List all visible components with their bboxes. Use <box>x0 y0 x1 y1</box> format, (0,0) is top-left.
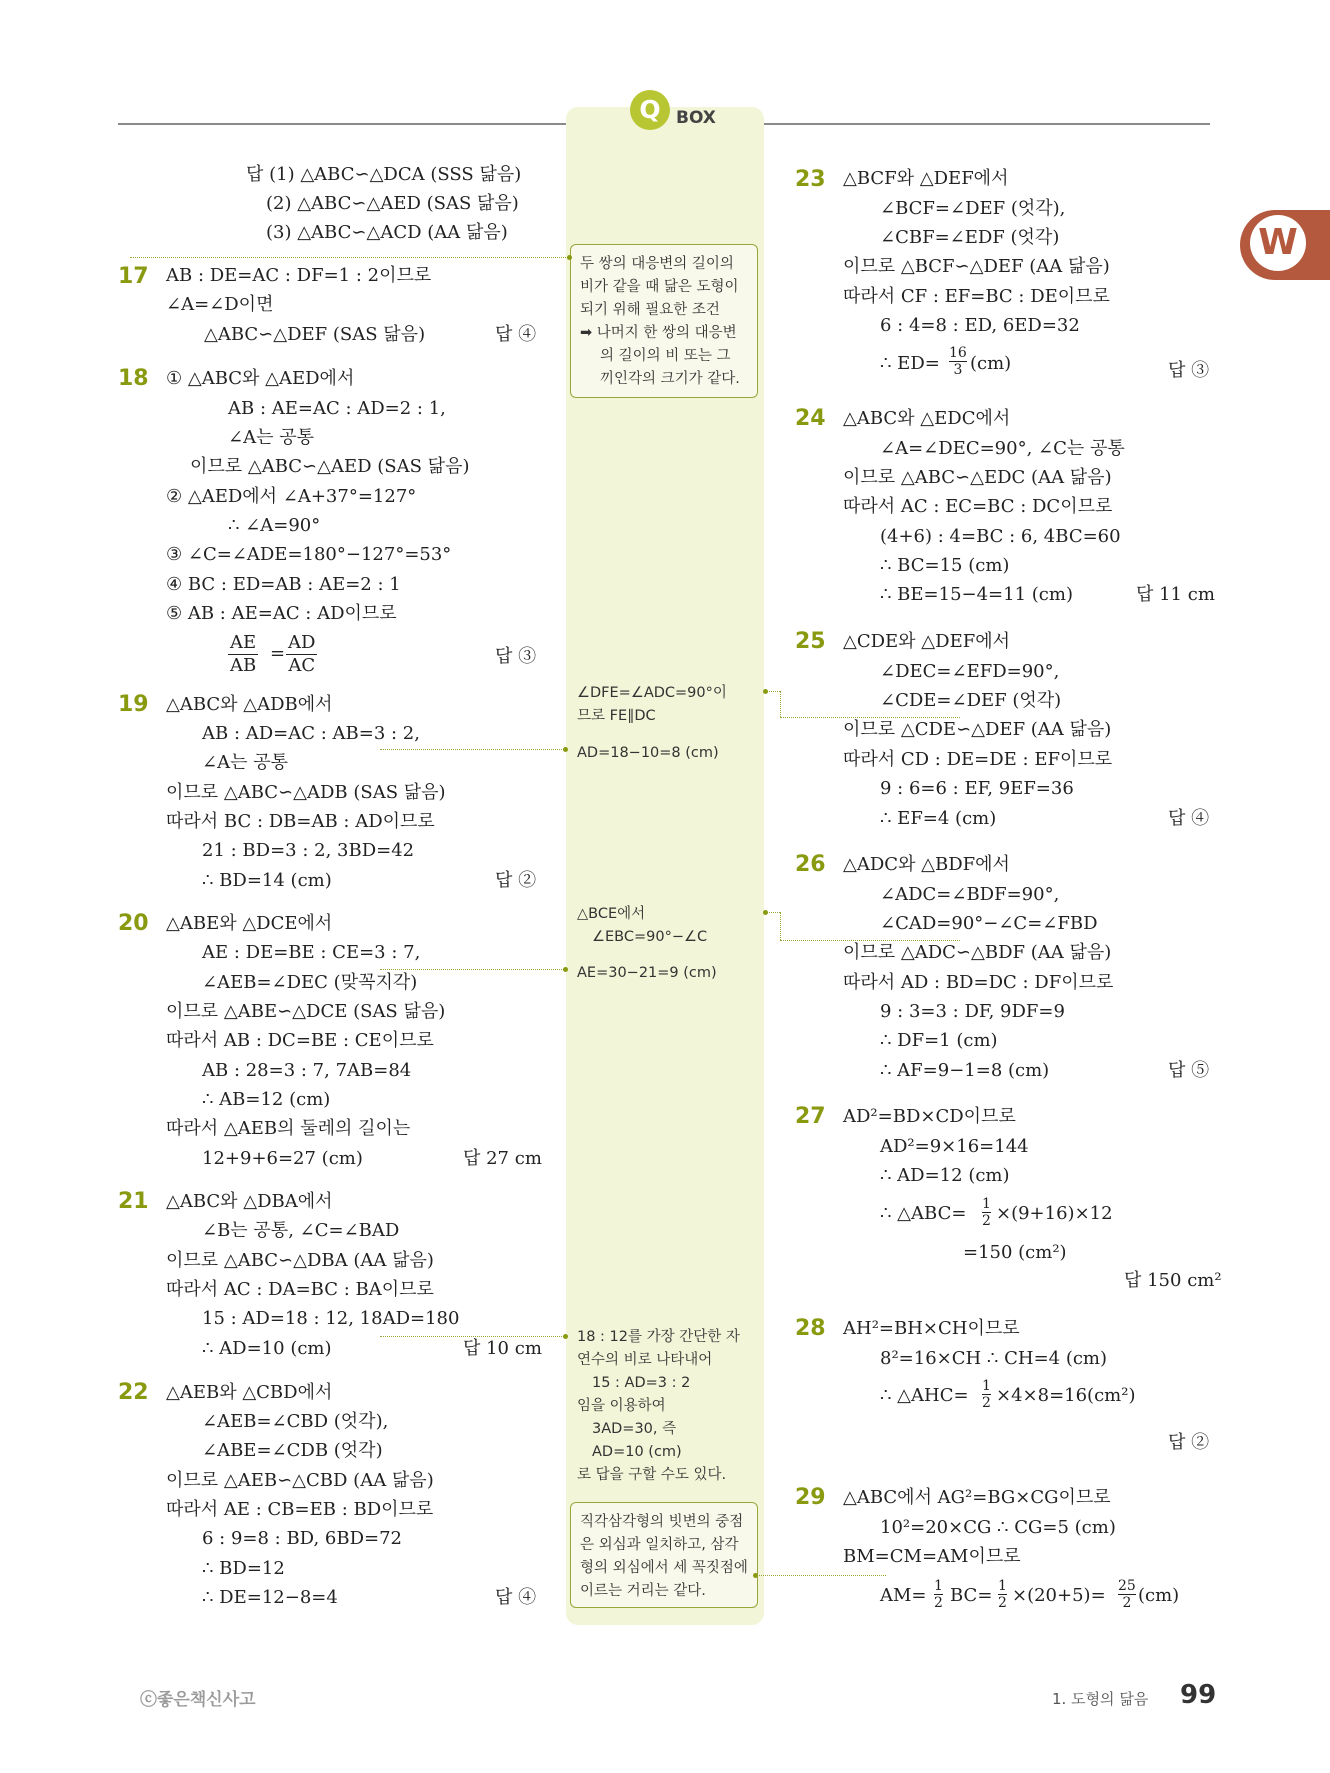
solution-line: AH²=BH×CH이므로 <box>843 1318 1020 1339</box>
solution-line: △ABC에서 AG²=BG×CG이므로 <box>843 1487 1111 1508</box>
answer-mark: 답 11 cm <box>1136 584 1215 605</box>
solution-line: (4+6) : 4=BC : 6, 4BC=60 <box>880 526 1121 547</box>
solution-line: 6 : 4=8 : ED, 6ED=32 <box>880 315 1080 336</box>
problem-number: 25 <box>795 629 826 654</box>
page-number: 99 <box>1180 1680 1217 1710</box>
problem-number: 24 <box>795 406 826 431</box>
solution-line: ∠BCF=∠DEF (엇각), <box>880 198 1066 219</box>
solution-line: △CDE와 △DEF에서 <box>843 631 1010 652</box>
solution-line: AB : AE=AC : AD=2 : 1, <box>228 398 446 419</box>
am-sum: ×(20+5)= <box>1012 1585 1106 1606</box>
qbox-label: BOX <box>676 108 716 128</box>
solution-line: △ABC와 △DBA에서 <box>166 1191 333 1212</box>
leader-dot <box>563 967 568 972</box>
solution-line: AB : 28=3 : 7, 7AB=84 <box>202 1060 412 1081</box>
solution-line: ∴ DF=1 (cm) <box>880 1030 998 1051</box>
solution-line: ∴ BE=15−4=11 (cm) <box>880 584 1073 605</box>
leader-dot <box>753 1573 758 1578</box>
chapter-label: 1. 도형의 닮음 <box>1052 1690 1149 1708</box>
fraction-1-2: $\frac{1}{2}$ <box>934 1578 943 1611</box>
solution-line: 답 (1) △ABC∽△DCA (SSS 닮음) <box>246 164 522 185</box>
leader-line-17 <box>130 257 570 258</box>
qbox-note-line: 두 쌍의 대응변의 길이의 <box>580 256 734 272</box>
problem-number: 26 <box>795 852 826 877</box>
side-tab-w-icon: W <box>1250 215 1306 271</box>
leader-line-25 <box>780 691 781 717</box>
leader-dot <box>763 910 768 915</box>
solution-line: ∴ BD=14 (cm) <box>202 870 332 891</box>
abc-area-prefix: ∴ △ABC= <box>880 1203 967 1224</box>
qbox-note-line: ➡ 나머지 한 쌍의 대응변 <box>580 325 737 341</box>
solution-line: 21 : BD=3 : 2, 3BD=42 <box>202 840 415 861</box>
fraction-1-2: $\frac{1}{2}$ <box>982 1196 991 1229</box>
solution-line: AB : AD=AC : AB=3 : 2, <box>202 723 420 744</box>
leader-dot <box>763 689 768 694</box>
qbox-note-line: △BCE에서 <box>577 906 646 922</box>
abc-area-suffix: ×(9+16)×12 <box>996 1203 1113 1224</box>
qbox-note-line: 이르는 거리는 같다. <box>580 1583 706 1599</box>
leader-line-25 <box>766 691 780 692</box>
solution-line: (3) △ABC∽△ACD (AA 닮음) <box>266 222 508 243</box>
solution-line: AB : DE=AC : DF=1 : 2이므로 <box>166 265 432 286</box>
ahc-area-suffix: ×4×8=16(cm²) <box>996 1385 1136 1406</box>
solution-line: 이므로 △BCF∽△DEF (AA 닮음) <box>843 256 1110 277</box>
solution-line: 이므로 △AEB∽△CBD (AA 닮음) <box>166 1470 434 1491</box>
solution-line: 12+9+6=27 (cm) <box>202 1148 363 1169</box>
solution-line: 따라서 AC : EC=BC : DC이므로 <box>843 496 1113 517</box>
solution-line: 따라서 △AEB의 둘레의 길이는 <box>166 1118 411 1139</box>
solution-line: ∠A는 공통 <box>202 752 288 773</box>
solution-line: ∠ABE=∠CDB (엇각) <box>202 1440 383 1461</box>
problem-number: 20 <box>118 911 149 936</box>
answer-mark: 답 ⑤ <box>1168 1060 1210 1081</box>
solution-line: ∴ AD=12 (cm) <box>880 1165 1010 1186</box>
answer-mark: 답 ④ <box>495 1587 537 1608</box>
solution-line: 따라서 CD : DE=DE : EF이므로 <box>843 749 1113 770</box>
solution-line: ③ ∠C=∠ADE=180°−127°=53° <box>166 544 452 565</box>
solution-line: △BCF와 △DEF에서 <box>843 168 1009 189</box>
solution-line: ∠B는 공통, ∠C=∠BAD <box>202 1220 400 1241</box>
solution-line: ∴ AF=9−1=8 (cm) <box>880 1060 1050 1081</box>
problem-number: 28 <box>795 1316 826 1341</box>
leader-line-26 <box>780 912 781 940</box>
solution-line: △ABE와 △DCE에서 <box>166 913 333 934</box>
solution-line: AD²=9×16=144 <box>880 1136 1029 1157</box>
solution-line: ∠ADC=∠BDF=90°, <box>880 884 1060 905</box>
solution-line: =150 (cm²) <box>963 1242 1067 1263</box>
qbox-note-line: 비가 같을 때 닮은 도형이 <box>580 279 739 295</box>
solution-line: ② △AED에서 ∠A+37°=127° <box>166 486 417 507</box>
qbox-note-line: AE=30−21=9 (cm) <box>577 965 717 981</box>
qbox-note-line: 로 답을 구할 수도 있다. <box>577 1467 727 1483</box>
solution-line: ④ BC : ED=AB : AE=2 : 1 <box>166 574 401 595</box>
am-bc: BC= <box>950 1585 993 1606</box>
fraction-1-2: $\frac{1}{2}$ <box>998 1578 1007 1611</box>
solution-line: ⑤ AB : AE=AC : AD이므로 <box>166 603 397 624</box>
solution-line: 이므로 △CDE∽△DEF (AA 닮음) <box>843 719 1112 740</box>
qbox-note-line: 끼인각의 크기가 같다. <box>600 371 740 387</box>
solution-line: ∠A=∠D이면 <box>166 294 274 315</box>
qbox-note-line: 임을 이용하여 <box>577 1398 666 1414</box>
ed-result-prefix: ∴ ED= <box>880 353 940 374</box>
fraction-ad-ac: $\frac{AD}{AC}$ <box>288 632 316 676</box>
answer-mark: 답 10 cm <box>463 1338 542 1359</box>
answer-mark: 답 ④ <box>1168 808 1210 829</box>
qbox-note-line: 의 길이의 비 또는 그 <box>600 348 731 364</box>
solution-line: 따라서 AC : DA=BC : BA이므로 <box>166 1279 434 1300</box>
leader-line-29 <box>756 1575 886 1576</box>
solution-line: 따라서 AD : BD=DC : DF이므로 <box>843 972 1114 993</box>
solution-line: 9 : 3=3 : DF, 9DF=9 <box>880 1001 1065 1022</box>
qbox-note-line: 연수의 비로 나타내어 <box>577 1352 713 1368</box>
solution-line: AE : DE=BE : CE=3 : 7, <box>202 942 421 963</box>
solution-line: ∠CDE=∠DEF (엇각) <box>880 690 1062 711</box>
qbox-note-line: 3AD=30, 즉 <box>592 1421 677 1437</box>
answer-mark: 답 150 cm² <box>1124 1270 1222 1291</box>
solution-line: ① △ABC와 △AED에서 <box>166 368 355 389</box>
fraction-16-3: $\frac{16}{3}$ <box>949 345 967 378</box>
ahc-area-prefix: ∴ △AHC= <box>880 1385 969 1406</box>
am-prefix: AM= <box>880 1585 927 1606</box>
leader-line-19 <box>380 749 566 750</box>
solution-line: 따라서 AE : CB=EB : BD이므로 <box>166 1499 434 1520</box>
solution-line: ∴ BD=12 <box>202 1558 285 1579</box>
qbox-note-line: ∠EBC=90°−∠C <box>592 929 708 945</box>
solution-line: 9 : 6=6 : EF, 9EF=36 <box>880 778 1074 799</box>
solution-line: 이므로 △ABC∽△EDC (AA 닮음) <box>843 467 1112 488</box>
solution-line: 이므로 △ABE∽△DCE (SAS 닮음) <box>166 1001 446 1022</box>
qbox-note-line: 15 : AD=3 : 2 <box>592 1375 691 1391</box>
solution-line: ∠CBF=∠EDF (엇각) <box>880 227 1060 248</box>
problem-number: 18 <box>118 366 149 391</box>
fraction-equals: = <box>270 643 286 664</box>
am-suffix: (cm) <box>1138 1585 1180 1606</box>
publisher-mark: ⓒ좋은책신사고 <box>140 1690 256 1710</box>
solution-line: 15 : AD=18 : 12, 18AD=180 <box>202 1308 460 1329</box>
leader-dot <box>563 747 568 752</box>
answer-mark: 답 ③ <box>1168 360 1210 381</box>
solution-line: ∴ ∠A=90° <box>228 515 321 536</box>
qbox-note-line: AD=18−10=8 (cm) <box>577 745 719 761</box>
solution-line: △ABC와 △EDC에서 <box>843 408 1011 429</box>
solution-line: ∠AEB=∠CBD (엇각), <box>202 1411 389 1432</box>
leader-dot <box>567 255 572 260</box>
solution-line: △ABC∽△DEF (SAS 닮음) <box>204 324 426 345</box>
qbox-note-line: ∠DFE=∠ADC=90°이 <box>577 685 727 701</box>
fraction-25-2: $\frac{25}{2}$ <box>1118 1578 1136 1611</box>
solution-line: ∠A=∠DEC=90°, ∠C는 공통 <box>880 438 1125 459</box>
solution-line: 이므로 △ABC∽△AED (SAS 닮음) <box>190 456 470 477</box>
solution-line: 이므로 △ABC∽△DBA (AA 닮음) <box>166 1250 434 1271</box>
problem-number: 21 <box>118 1189 149 1214</box>
solution-line: △ABC와 △ADB에서 <box>166 694 333 715</box>
solution-line: ∠CAD=90°−∠C=∠FBD <box>880 913 1098 934</box>
solution-line: BM=CM=AM이므로 <box>843 1546 1021 1567</box>
solution-line: △AEB와 △CBD에서 <box>166 1382 333 1403</box>
solution-line: 8²=16×CH ∴ CH=4 (cm) <box>880 1348 1108 1369</box>
solution-line: ∠A는 공통 <box>228 427 314 448</box>
solution-line: ∠DEC=∠EFD=90°, <box>880 661 1060 682</box>
qbox-note-line: 은 외심과 일치하고, 삼각 <box>580 1537 739 1553</box>
solution-line: 따라서 CF : EF=BC : DE이므로 <box>843 286 1110 307</box>
problem-number: 22 <box>118 1380 149 1405</box>
solution-line: 따라서 BC : DB=AB : AD이므로 <box>166 811 435 832</box>
solution-line: AD²=BD×CD이므로 <box>843 1106 1016 1127</box>
solution-line: ∴ BC=15 (cm) <box>880 555 1010 576</box>
solution-line: ∴ EF=4 (cm) <box>880 808 997 829</box>
leader-dot <box>563 1334 568 1339</box>
solution-line: 10²=20×CG ∴ CG=5 (cm) <box>880 1517 1116 1538</box>
qbox-note-line: 므로 FE∥DC <box>577 708 656 724</box>
problem-number: 19 <box>118 692 149 717</box>
solution-line: 따라서 AB : DC=BE : CE이므로 <box>166 1030 434 1051</box>
ed-result-suffix: (cm) <box>970 353 1012 374</box>
answer-mark: 답 27 cm <box>463 1148 542 1169</box>
solution-line: 이므로 △ADC∽△BDF (AA 닮음) <box>843 942 1112 963</box>
solution-line: 이므로 △ABC∽△ADB (SAS 닮음) <box>166 782 446 803</box>
fraction-1-2: $\frac{1}{2}$ <box>982 1378 991 1411</box>
solution-line: (2) △ABC∽△AED (SAS 닮음) <box>266 193 519 214</box>
fraction-ae-ab: $\frac{AE}{AB}$ <box>230 632 257 676</box>
answer-mark: 답 ② <box>1168 1432 1210 1453</box>
qbox-note-line: 직각삼각형의 빗변의 중점 <box>580 1514 744 1530</box>
problem-number: 17 <box>118 264 149 289</box>
solution-line: 6 : 9=8 : BD, 6BD=72 <box>202 1528 403 1549</box>
qbox-note-line: 되기 위해 필요한 조건 <box>580 302 720 318</box>
qbox-note-line: 18 : 12를 가장 간단한 자 <box>577 1329 740 1345</box>
solution-line: ∴ AB=12 (cm) <box>202 1089 331 1110</box>
answer-mark: 답 ④ <box>495 324 537 345</box>
qbox-note-line: 형의 외심에서 세 꼭짓점에 <box>580 1560 748 1576</box>
qbox-note-line: AD=10 (cm) <box>592 1444 682 1460</box>
problem-number: 23 <box>795 167 826 192</box>
solution-line: △ADC와 △BDF에서 <box>843 854 1010 875</box>
problem-number: 29 <box>795 1485 826 1510</box>
solution-line: ∠AEB=∠DEC (맞꼭지각) <box>202 972 418 993</box>
problem-number: 27 <box>795 1104 826 1129</box>
solution-line: ∴ DE=12−8=4 <box>202 1587 338 1608</box>
answer-mark: 답 ② <box>495 870 537 891</box>
answer-mark: 답 ③ <box>495 646 537 667</box>
qbox-q-icon: Q <box>630 90 670 130</box>
leader-line-26 <box>766 912 780 913</box>
solution-line: ∴ AD=10 (cm) <box>202 1338 332 1359</box>
